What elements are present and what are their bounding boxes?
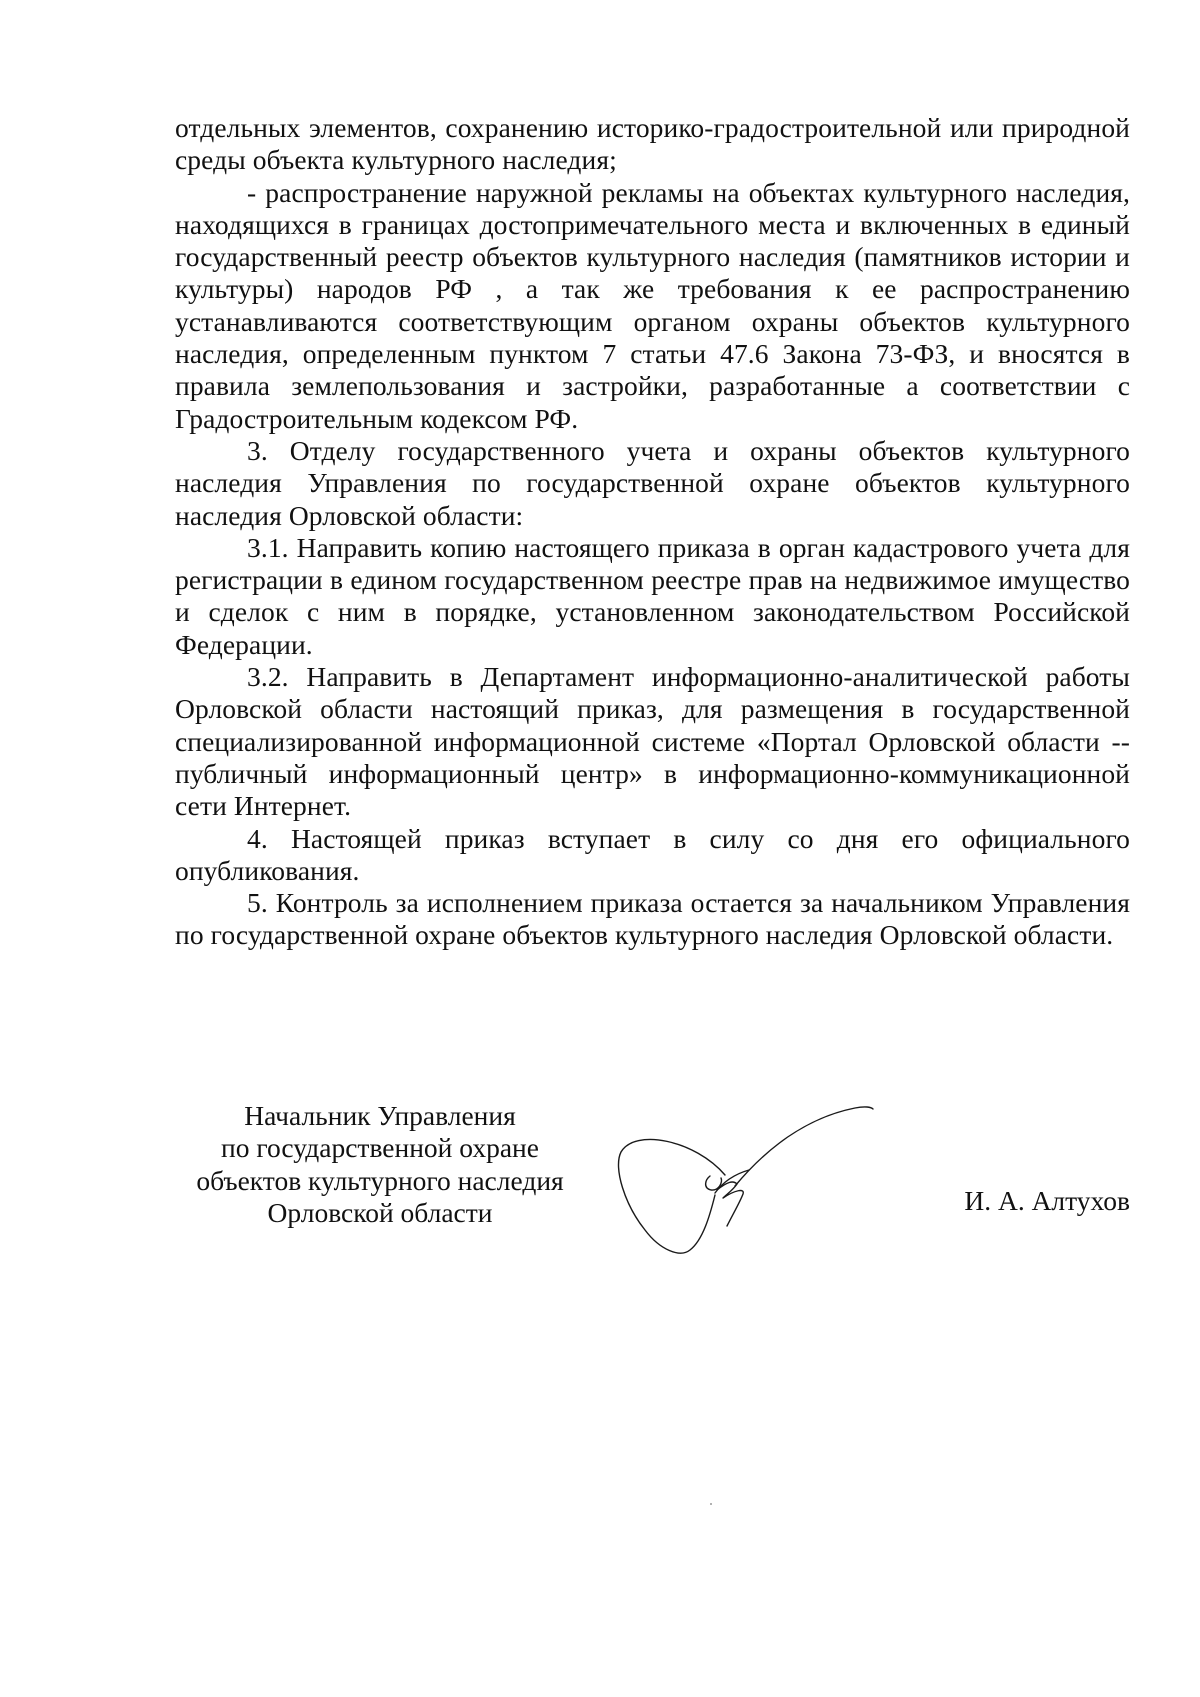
paragraph-item-4: 4. Настоящей приказ вступает в силу со дня его официального опубликования. — [175, 822, 1130, 886]
document-body — [175, 112, 1130, 952]
paragraph-item-3: 3. Отделу государственного учета и охраны объектов культурного наследия Управления по государственной охране объектов культурного наследия Орловской области: — [175, 434, 1130, 531]
paragraph-item-5: 5. Контроль за исполнением приказа остается за начальником Управления по государственной охране объектов культурного наследия Орловской области. — [175, 887, 1130, 951]
signatory-position-line: по государственной охране — [221, 1132, 539, 1164]
paragraph-item-3-2: 3.2. Направить в Департамент информационно-аналитической работы Орловской области настоящий приказ, для размещения в государственной специализированной информационной системе «Портал Орловской области -- публичный информационный центр» в информационно-коммуникационной сети Интернет. — [175, 661, 1130, 822]
signatory-position-line: объектов культурного наследия — [196, 1164, 564, 1196]
paragraph-continuation: отдельных элементов, сохранению историко-градостроительной или природной среды объекта культурного наследия; — [175, 112, 1130, 176]
signatory-position-line: Орловской области — [267, 1196, 493, 1228]
signatory-position — [180, 1100, 580, 1229]
scan-speck — [710, 1503, 712, 1505]
signatory-name: И. А. Алтухов — [964, 1185, 1130, 1216]
handwritten-signature — [615, 1090, 885, 1265]
signatory-position-line: Начальник Управления — [244, 1100, 516, 1131]
paragraph-outdoor-advertising: - распространение наружной рекламы на объектах культурного наследия, находящихся в границах достопримечательного места и включенных в единый государственный реестр объектов культурного наследия (памятников истории и культуры) народов РФ , а так же требования к ее распространению устанавливаются соответствующим органом охраны объектов культурного наследия, определенным пунктом 7 статьи 47.6 Закона 73-ФЗ, и вносятся в правила землепользования и застройки, разработанные а соответствии с Градостроительным кодексом РФ. — [175, 176, 1130, 434]
paragraph-item-3-1: 3.1. Направить копию настоящего приказа в орган кадастрового учета для регистрации в едином государственном реестре прав на недвижимое имущество и сделок с ним в порядке, установленном законодательством Российской Федерации. — [175, 531, 1130, 660]
